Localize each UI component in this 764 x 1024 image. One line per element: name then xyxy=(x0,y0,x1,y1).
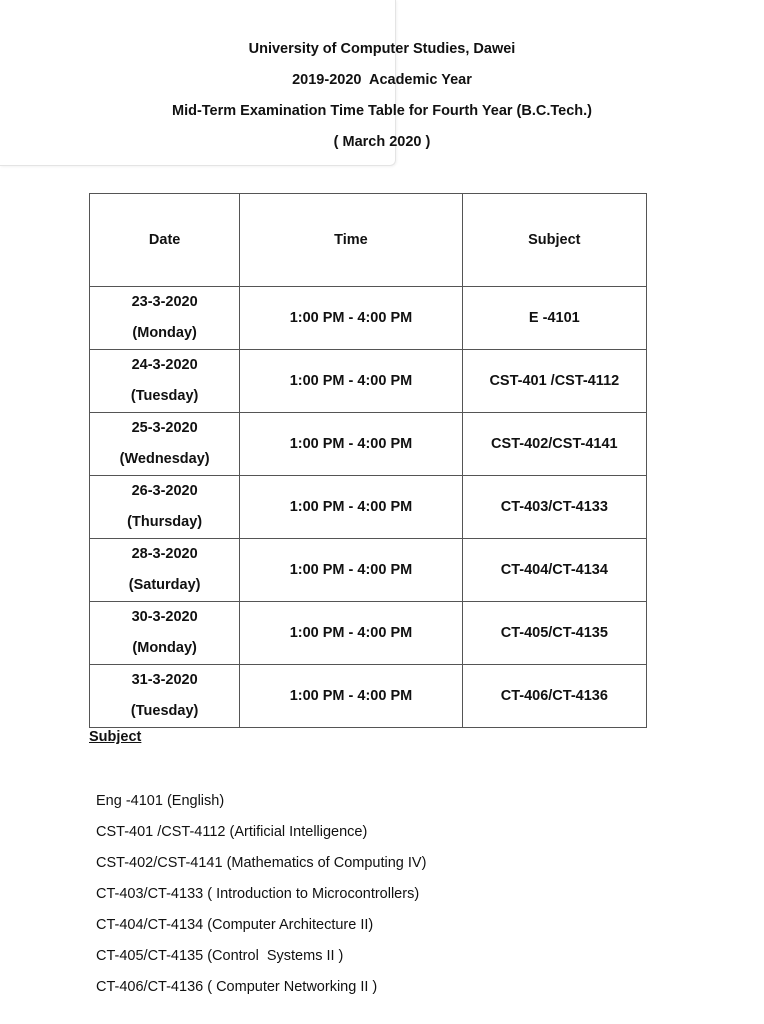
date-cell xyxy=(90,476,240,539)
date-cell xyxy=(90,287,240,350)
exam-date: 25-3-2020 xyxy=(131,420,198,436)
date-cell xyxy=(90,602,240,665)
subject-cell: CT-405/CT-4135 xyxy=(462,602,646,665)
list-item: CST-402/CST-4141 (Mathematics of Computing IV) xyxy=(96,855,427,871)
subject-cell: CT-406/CT-4136 xyxy=(462,665,646,728)
time-cell: 1:00 PM - 4:00 PM xyxy=(240,665,462,728)
exam-month: ( March 2020 ) xyxy=(333,134,431,150)
exam-date: 31-3-2020 xyxy=(131,672,198,688)
table-row xyxy=(90,413,647,476)
exam-day: (Tuesday) xyxy=(130,388,199,404)
subject-cell: CT-403/CT-4133 xyxy=(462,476,646,539)
date-cell xyxy=(90,539,240,602)
date-cell xyxy=(90,413,240,476)
time-cell: 1:00 PM - 4:00 PM xyxy=(240,287,462,350)
document-title: Mid-Term Examination Time Table for Fourth Year (B.C.Tech.) xyxy=(171,103,593,119)
exam-date: 23-3-2020 xyxy=(131,294,198,310)
table-row xyxy=(90,539,647,602)
exam-day: (Tuesday) xyxy=(130,703,199,719)
list-item: CT-406/CT-4136 ( Computer Networking II ) xyxy=(96,979,378,995)
date-cell xyxy=(90,350,240,413)
column-header-date: Date xyxy=(90,194,240,287)
column-header-time: Time xyxy=(240,194,462,287)
table-row xyxy=(90,287,647,350)
subject-cell: CST-402/CST-4141 xyxy=(462,413,646,476)
time-cell: 1:00 PM - 4:00 PM xyxy=(240,602,462,665)
table-row xyxy=(90,350,647,413)
time-cell: 1:00 PM - 4:00 PM xyxy=(240,539,462,602)
list-item: Eng -4101 (English) xyxy=(96,793,225,809)
list-item: CT-403/CT-4133 ( Introduction to Microcontrollers) xyxy=(96,886,420,902)
column-header-subject: Subject xyxy=(462,194,646,287)
exam-day: (Monday) xyxy=(132,325,197,341)
exam-day: (Monday) xyxy=(132,640,197,656)
exam-date: 24-3-2020 xyxy=(131,357,198,373)
exam-date: 28-3-2020 xyxy=(131,546,198,562)
table-row xyxy=(90,665,647,728)
table-row xyxy=(90,602,647,665)
academic-year: 2019-2020 Academic Year xyxy=(292,72,472,88)
list-item: CT-405/CT-4135 (Control Systems II ) xyxy=(96,948,344,964)
subject-cell: E -4101 xyxy=(462,287,646,350)
exam-date: 26-3-2020 xyxy=(131,483,198,499)
exam-day: (Saturday) xyxy=(128,577,201,593)
university-name: University of Computer Studies, Dawei xyxy=(248,41,516,57)
list-item: CST-401 /CST-4112 (Artificial Intelligence) xyxy=(96,824,368,840)
table-header-row xyxy=(90,194,647,287)
exam-timetable xyxy=(89,193,647,728)
table-row xyxy=(90,476,647,539)
subject-legend-list xyxy=(96,791,426,1008)
time-cell: 1:00 PM - 4:00 PM xyxy=(240,476,462,539)
time-cell: 1:00 PM - 4:00 PM xyxy=(240,413,462,476)
subject-cell: CST-401 /CST-4112 xyxy=(462,350,646,413)
list-item: CT-404/CT-4134 (Computer Architecture II) xyxy=(96,917,374,933)
exam-day: (Wednesday) xyxy=(119,451,210,467)
time-cell: 1:00 PM - 4:00 PM xyxy=(240,350,462,413)
subject-cell: CT-404/CT-4134 xyxy=(462,539,646,602)
date-cell xyxy=(90,665,240,728)
exam-day: (Thursday) xyxy=(127,514,203,530)
subject-legend-heading: Subject xyxy=(89,729,142,745)
exam-date: 30-3-2020 xyxy=(131,609,198,625)
